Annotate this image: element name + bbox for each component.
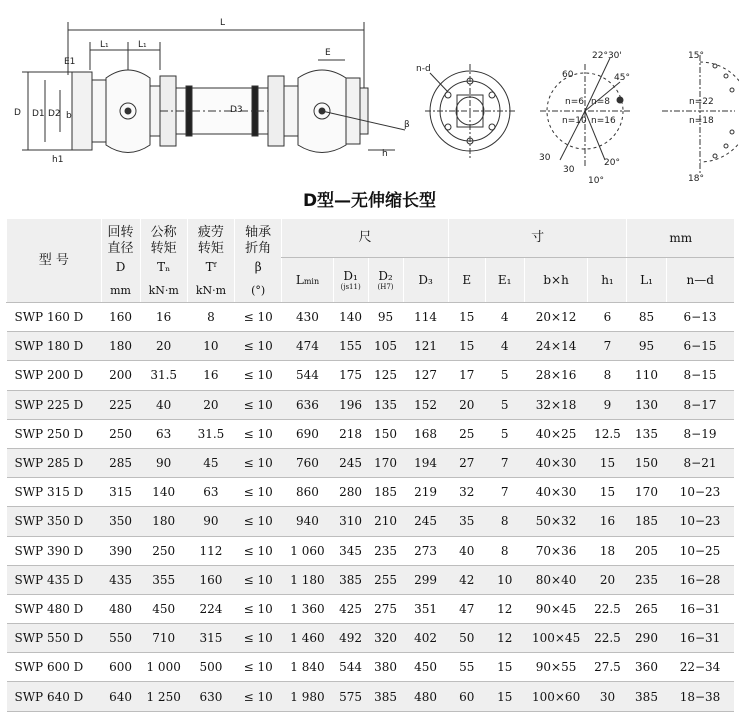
table-cell: 5	[485, 361, 524, 390]
table-cell: 16	[588, 507, 627, 536]
header-bearing-angle: 轴承 折角 β (°)	[235, 219, 282, 303]
table-cell: ≤ 10	[235, 361, 282, 390]
svg-text:n=18: n=18	[689, 116, 714, 126]
bolt-pattern-diagram-2	[662, 51, 739, 184]
table-cell: 100×45	[524, 624, 588, 653]
table-cell: 27	[448, 448, 485, 477]
table-row	[7, 594, 735, 623]
table-cell: 10−23	[666, 507, 734, 536]
label-D2: D2	[48, 109, 61, 119]
table-cell: 1 980	[282, 682, 333, 711]
table-cell: 90	[140, 448, 187, 477]
table-cell: 710	[140, 624, 187, 653]
model-cell: SWP 160 D	[7, 303, 102, 332]
table-cell: 95	[368, 303, 403, 332]
svg-text:n=16: n=16	[591, 116, 616, 126]
table-cell: ≤ 10	[235, 624, 282, 653]
table-cell: 250	[101, 419, 140, 448]
table-cell: 285	[101, 448, 140, 477]
label-L1-b: L₁	[138, 40, 147, 50]
table-cell: 450	[403, 653, 448, 682]
table-cell: 150	[627, 448, 666, 477]
table-cell: 31.5	[187, 419, 234, 448]
header-E: E	[448, 258, 485, 303]
table-row	[7, 332, 735, 361]
table-cell: 224	[187, 594, 234, 623]
table-cell: 8−15	[666, 361, 734, 390]
table-cell: 1 360	[282, 594, 333, 623]
table-cell: ≤ 10	[235, 303, 282, 332]
table-cell: 544	[282, 361, 333, 390]
table-cell: 17	[448, 361, 485, 390]
table-cell: 8	[485, 536, 524, 565]
table-cell: 16−28	[666, 565, 734, 594]
table-cell: 575	[333, 682, 368, 711]
table-cell: 4	[485, 303, 524, 332]
table-cell: 205	[627, 536, 666, 565]
label-D: D	[14, 108, 21, 118]
model-cell: SWP 640 D	[7, 682, 102, 711]
table-cell: 6−13	[666, 303, 734, 332]
table-cell: 10	[485, 565, 524, 594]
table-cell: 1 000	[140, 653, 187, 682]
table-cell: 860	[282, 478, 333, 507]
table-cell: 135	[627, 419, 666, 448]
table-cell: 150	[368, 419, 403, 448]
table-cell: 100×60	[524, 682, 588, 711]
table-row	[7, 361, 735, 390]
table-cell: 430	[282, 303, 333, 332]
table-cell: 20	[187, 390, 234, 419]
table-cell: 390	[101, 536, 140, 565]
table-cell: 360	[627, 653, 666, 682]
table-cell: 550	[101, 624, 140, 653]
table-cell: 600	[101, 653, 140, 682]
table-cell: 8	[588, 361, 627, 390]
table-cell: 12	[485, 624, 524, 653]
header-D2: D₂ (H7)	[368, 258, 403, 303]
table-cell: 22.5	[588, 594, 627, 623]
table-cell: 544	[333, 653, 368, 682]
table-cell: 1 840	[282, 653, 333, 682]
table-cell: 245	[403, 507, 448, 536]
table-cell: 110	[627, 361, 666, 390]
table-cell: 235	[368, 536, 403, 565]
header-dim-b: 寸	[448, 219, 627, 258]
table-cell: 40×30	[524, 448, 588, 477]
table-row	[7, 624, 735, 653]
table-cell: 474	[282, 332, 333, 361]
technical-drawing	[0, 0, 739, 185]
table-cell: 16	[187, 361, 234, 390]
table-cell: 355	[140, 565, 187, 594]
table-cell: 940	[282, 507, 333, 536]
table-cell: 50	[448, 624, 485, 653]
table-cell: 105	[368, 332, 403, 361]
table-cell: 20	[588, 565, 627, 594]
table-cell: 18	[588, 536, 627, 565]
table-cell: 114	[403, 303, 448, 332]
table-cell: 320	[368, 624, 403, 653]
table-cell: 1 060	[282, 536, 333, 565]
table-cell: 20	[448, 390, 485, 419]
table-cell: 500	[187, 653, 234, 682]
table-cell: ≤ 10	[235, 565, 282, 594]
table-cell: 160	[187, 565, 234, 594]
table-cell: 18−38	[666, 682, 734, 711]
table-cell: 196	[333, 390, 368, 419]
table-cell: 12.5	[588, 419, 627, 448]
table-cell: 450	[140, 594, 187, 623]
table-cell: 492	[333, 624, 368, 653]
table-cell: 16−31	[666, 624, 734, 653]
table-cell: 31.5	[140, 361, 187, 390]
svg-text:60: 60	[562, 70, 574, 80]
table-cell: 45	[187, 448, 234, 477]
label-E1: E1	[64, 57, 76, 67]
label-h1: h1	[52, 155, 64, 165]
table-cell: 225	[101, 390, 140, 419]
table-cell: 690	[282, 419, 333, 448]
table-cell: 630	[187, 682, 234, 711]
table-cell: 425	[333, 594, 368, 623]
header-model: 型 号	[7, 219, 102, 303]
table-row	[7, 653, 735, 682]
header-nd: n—d	[666, 258, 734, 303]
table-cell: 32×18	[524, 390, 588, 419]
header-D3: D₃	[403, 258, 448, 303]
table-cell: 275	[368, 594, 403, 623]
table-cell: 9	[588, 390, 627, 419]
section-title: D型—无伸缩长型	[302, 191, 437, 211]
table-cell: 8	[187, 303, 234, 332]
table-cell: ≤ 10	[235, 653, 282, 682]
table-cell: 245	[333, 448, 368, 477]
table-cell: 290	[627, 624, 666, 653]
table-cell: 32	[448, 478, 485, 507]
table-cell: 127	[403, 361, 448, 390]
model-cell: SWP 390 D	[7, 536, 102, 565]
label-h: h	[382, 149, 388, 159]
header-fatigue-torque: 疲劳 转矩 Tᶠ kN·m	[187, 219, 234, 303]
table-cell: 16−31	[666, 594, 734, 623]
table-cell: 16	[140, 303, 187, 332]
table-cell: 168	[403, 419, 448, 448]
table-cell: 63	[187, 478, 234, 507]
table-cell: 160	[101, 303, 140, 332]
svg-text:22°30': 22°30'	[592, 51, 622, 61]
table-cell: 85	[627, 303, 666, 332]
table-row	[7, 390, 735, 419]
spec-table-body	[7, 303, 735, 712]
table-cell: 15	[588, 478, 627, 507]
svg-text:10°: 10°	[588, 176, 604, 185]
svg-text:n=22: n=22	[689, 97, 714, 107]
table-cell: 7	[485, 478, 524, 507]
table-cell: 180	[140, 507, 187, 536]
table-cell: 15	[588, 448, 627, 477]
table-cell: 280	[333, 478, 368, 507]
header-h1: h₁	[588, 258, 627, 303]
header-L: Lmin	[282, 258, 333, 303]
svg-text:30: 30	[539, 153, 551, 163]
header-E1: E₁	[485, 258, 524, 303]
header-bxh: b×h	[524, 258, 588, 303]
svg-text:n=6: n=6	[565, 97, 584, 107]
table-cell: 480	[101, 594, 140, 623]
table-cell: 385	[627, 682, 666, 711]
model-cell: SWP 285 D	[7, 448, 102, 477]
table-cell: 351	[403, 594, 448, 623]
table-cell: 235	[627, 565, 666, 594]
table-cell: 315	[187, 624, 234, 653]
end-view-flange	[416, 64, 515, 158]
table-cell: 6−15	[666, 332, 734, 361]
model-cell: SWP 250 D	[7, 419, 102, 448]
table-cell: 63	[140, 419, 187, 448]
model-cell: SWP 180 D	[7, 332, 102, 361]
table-cell: 310	[333, 507, 368, 536]
table-cell: 28×16	[524, 361, 588, 390]
model-cell: SWP 550 D	[7, 624, 102, 653]
table-cell: 170	[368, 448, 403, 477]
table-cell: 385	[368, 682, 403, 711]
table-cell: 10	[187, 332, 234, 361]
model-cell: SWP 225 D	[7, 390, 102, 419]
table-cell: 70×36	[524, 536, 588, 565]
table-row	[7, 507, 735, 536]
table-cell: 5	[485, 419, 524, 448]
table-cell: 135	[368, 390, 403, 419]
table-cell: 185	[627, 507, 666, 536]
table-cell: 7	[485, 448, 524, 477]
table-row	[7, 448, 735, 477]
table-cell: 40×30	[524, 478, 588, 507]
table-cell: 273	[403, 536, 448, 565]
table-cell: 1 180	[282, 565, 333, 594]
table-cell: 152	[403, 390, 448, 419]
table-row	[7, 303, 735, 332]
table-cell: 1 460	[282, 624, 333, 653]
table-cell: ≤ 10	[235, 419, 282, 448]
table-cell: 95	[627, 332, 666, 361]
table-cell: 636	[282, 390, 333, 419]
table-cell: 210	[368, 507, 403, 536]
model-cell: SWP 200 D	[7, 361, 102, 390]
table-cell: 170	[627, 478, 666, 507]
table-row	[7, 565, 735, 594]
table-cell: 8−17	[666, 390, 734, 419]
table-row	[7, 536, 735, 565]
table-cell: 40×25	[524, 419, 588, 448]
table-cell: 30	[588, 682, 627, 711]
table-cell: 218	[333, 419, 368, 448]
table-row	[7, 419, 735, 448]
table-cell: 55	[448, 653, 485, 682]
label-L1-a: L₁	[100, 40, 109, 50]
table-row	[7, 478, 735, 507]
model-cell: SWP 315 D	[7, 478, 102, 507]
table-cell: ≤ 10	[235, 682, 282, 711]
table-cell: ≤ 10	[235, 594, 282, 623]
svg-text:15°: 15°	[688, 51, 704, 61]
table-cell: 250	[140, 536, 187, 565]
table-cell: 80×40	[524, 565, 588, 594]
table-cell: 265	[627, 594, 666, 623]
label-L: L	[220, 18, 226, 28]
header-unit: mm	[627, 219, 734, 258]
table-cell: 90×55	[524, 653, 588, 682]
model-cell: SWP 600 D	[7, 653, 102, 682]
model-cell: SWP 435 D	[7, 565, 102, 594]
table-cell: 175	[333, 361, 368, 390]
table-cell: 219	[403, 478, 448, 507]
table-cell: 194	[403, 448, 448, 477]
table-cell: 60	[448, 682, 485, 711]
table-cell: 200	[101, 361, 140, 390]
table-cell: 760	[282, 448, 333, 477]
table-cell: 35	[448, 507, 485, 536]
table-cell: 402	[403, 624, 448, 653]
table-cell: 20×12	[524, 303, 588, 332]
table-cell: ≤ 10	[235, 478, 282, 507]
spec-table	[6, 219, 734, 712]
table-cell: 22−34	[666, 653, 734, 682]
table-cell: 10−25	[666, 536, 734, 565]
table-cell: 40	[448, 536, 485, 565]
table-cell: 640	[101, 682, 140, 711]
table-cell: 435	[101, 565, 140, 594]
table-cell: 25	[448, 419, 485, 448]
table-cell: 140	[333, 303, 368, 332]
bolt-pattern-diagram-1	[539, 51, 632, 185]
label-beta: β	[404, 120, 410, 130]
svg-text:n-d: n-d	[416, 64, 431, 74]
label-b: b	[66, 111, 72, 121]
table-cell: 20	[140, 332, 187, 361]
table-cell: 140	[140, 478, 187, 507]
table-cell: 385	[333, 565, 368, 594]
table-cell: 10−23	[666, 478, 734, 507]
table-cell: 40	[140, 390, 187, 419]
header-nominal-torque: 公称 转矩 Tₙ kN·m	[140, 219, 187, 303]
table-cell: 6	[588, 303, 627, 332]
table-cell: 7	[588, 332, 627, 361]
label-D3: D3	[230, 105, 243, 115]
table-cell: 12	[485, 594, 524, 623]
table-cell: 8	[485, 507, 524, 536]
table-cell: ≤ 10	[235, 332, 282, 361]
table-cell: ≤ 10	[235, 448, 282, 477]
header-L1: L₁	[627, 258, 666, 303]
table-cell: 299	[403, 565, 448, 594]
table-cell: 4	[485, 332, 524, 361]
table-cell: 90	[187, 507, 234, 536]
svg-text:18°: 18°	[688, 174, 704, 184]
table-cell: 255	[368, 565, 403, 594]
header-rotation-diameter: 回转 直径 D mm	[101, 219, 140, 303]
table-cell: 15	[448, 332, 485, 361]
table-cell: 42	[448, 565, 485, 594]
model-cell: SWP 480 D	[7, 594, 102, 623]
table-cell: 24×14	[524, 332, 588, 361]
table-cell: 50×32	[524, 507, 588, 536]
table-cell: 8−19	[666, 419, 734, 448]
table-cell: ≤ 10	[235, 536, 282, 565]
table-cell: 350	[101, 507, 140, 536]
table-cell: 8−21	[666, 448, 734, 477]
table-cell: 155	[333, 332, 368, 361]
table-cell: 15	[485, 682, 524, 711]
table-cell: 1 250	[140, 682, 187, 711]
model-cell: SWP 350 D	[7, 507, 102, 536]
table-cell: 480	[403, 682, 448, 711]
table-cell: ≤ 10	[235, 390, 282, 419]
table-row	[7, 682, 735, 711]
table-cell: 47	[448, 594, 485, 623]
table-cell: 15	[448, 303, 485, 332]
table-cell: 15	[485, 653, 524, 682]
svg-text:45°: 45°	[614, 73, 630, 83]
table-cell: 5	[485, 390, 524, 419]
table-cell: 315	[101, 478, 140, 507]
table-cell: 130	[627, 390, 666, 419]
table-cell: 185	[368, 478, 403, 507]
header-D1: D₁ (js11)	[333, 258, 368, 303]
table-cell: 380	[368, 653, 403, 682]
table-cell: 180	[101, 332, 140, 361]
table-cell: ≤ 10	[235, 507, 282, 536]
label-E: E	[325, 48, 331, 58]
svg-text:20°: 20°	[604, 158, 620, 168]
table-cell: 125	[368, 361, 403, 390]
table-cell: 345	[333, 536, 368, 565]
table-cell: 121	[403, 332, 448, 361]
svg-text:30: 30	[563, 165, 575, 175]
label-D1: D1	[32, 109, 45, 119]
table-cell: 90×45	[524, 594, 588, 623]
table-cell: 27.5	[588, 653, 627, 682]
table-cell: 22.5	[588, 624, 627, 653]
svg-text:n=10: n=10	[562, 116, 587, 126]
svg-text:n=8: n=8	[591, 97, 610, 107]
header-dim-a: 尺	[282, 219, 448, 258]
table-cell: 112	[187, 536, 234, 565]
